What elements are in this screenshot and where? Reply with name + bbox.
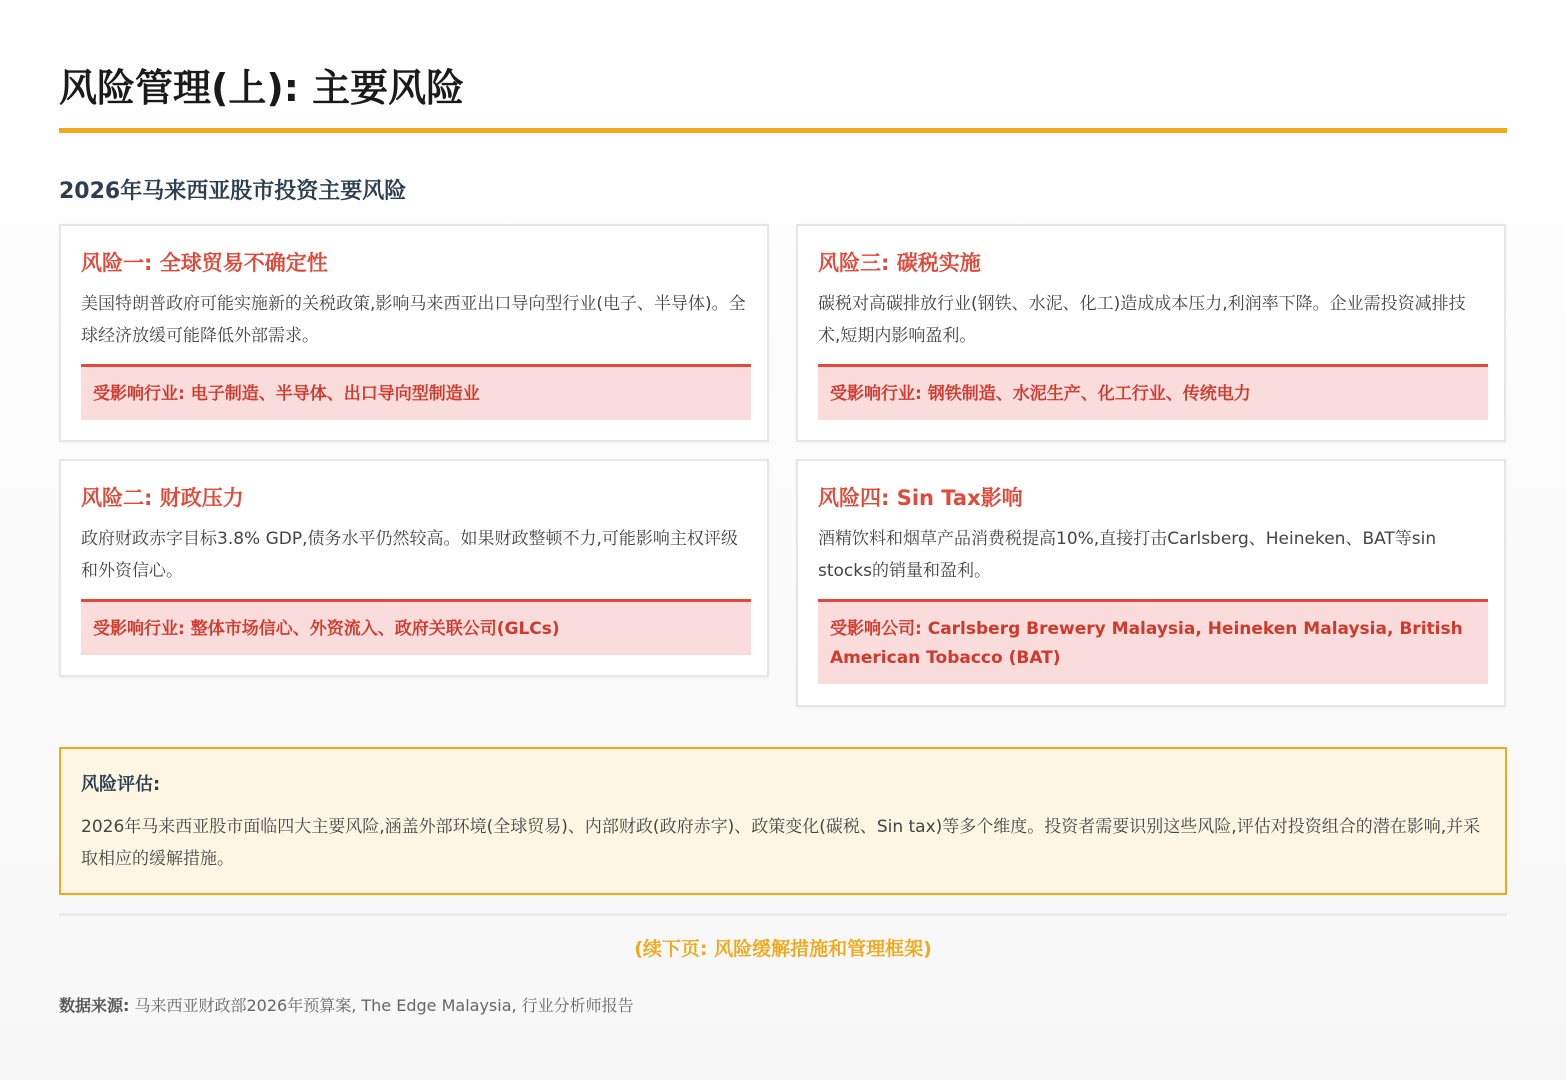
risk-title: 风险三: 碳税实施 bbox=[818, 251, 981, 275]
risk-title: 风险一: 全球贸易不确定性 bbox=[81, 251, 328, 275]
affected-companies: 受影响公司: Carlsberg Brewery Malaysia, Heineken Malaysia, British American Tobacco (BAT) bbox=[818, 599, 1488, 684]
risk-card-3 bbox=[796, 224, 1506, 442]
source-label: 数据来源: bbox=[59, 996, 130, 1015]
affected-industries: 受影响行业: 整体市场信心、外资流入、政府关联公司(GLCs) bbox=[81, 599, 751, 655]
affected-industries: 受影响行业: 钢铁制造、水泥生产、化工行业、传统电力 bbox=[818, 364, 1488, 420]
risk-card-4 bbox=[796, 459, 1506, 707]
risk-title: 风险四: Sin Tax影响 bbox=[818, 486, 1023, 510]
assessment-title: 风险评估: bbox=[81, 774, 161, 795]
risk-card-2 bbox=[59, 459, 769, 677]
risk-description: 酒精饮料和烟草产品消费税提高10%,直接打击Carlsberg、Heineken、BAT等sin stocks的销量和盈利。 bbox=[818, 529, 1437, 581]
affected-industries: 受影响行业: 电子制造、半导体、出口导向型制造业 bbox=[81, 364, 751, 420]
page-title: 风险管理(上): 主要风险 bbox=[59, 66, 465, 110]
section-heading: 2026年马来西亚股市投资主要风险 bbox=[59, 179, 407, 204]
risk-description: 碳税对高碳排放行业(钢铁、水泥、化工)造成成本压力,利润率下降。企业需投资减排技术,短期内影响盈利。 bbox=[818, 294, 1466, 346]
source-text: 马来西亚财政部2026年预算案, The Edge Malaysia, 行业分析师报告 bbox=[129, 996, 634, 1015]
assessment-text: 2026年马来西亚股市面临四大主要风险,涵盖外部环境(全球贸易)、内部财政(政府赤字)、政策变化(碳税、Sin tax)等多个维度。投资者需要识别这些风险,评估对投资组合的潜在影响,并采取相应的缓解措施。 bbox=[81, 817, 1481, 869]
data-source bbox=[59, 992, 634, 1020]
risk-assessment-box bbox=[59, 747, 1507, 895]
title-divider bbox=[59, 128, 1507, 133]
risk-description: 政府财政赤字目标3.8% GDP,债务水平仍然较高。如果财政整顿不力,可能影响主权评级和外资信心。 bbox=[81, 529, 738, 581]
continue-note: (续下页: 风险缓解措施和管理框架) bbox=[634, 938, 932, 960]
risk-card-1 bbox=[59, 224, 769, 442]
risk-title: 风险二: 财政压力 bbox=[81, 486, 244, 510]
risk-description: 美国特朗普政府可能实施新的关税政策,影响马来西亚出口导向型行业(电子、半导体)。全球经济放缓可能降低外部需求。 bbox=[81, 294, 746, 346]
footer-divider bbox=[59, 913, 1507, 916]
